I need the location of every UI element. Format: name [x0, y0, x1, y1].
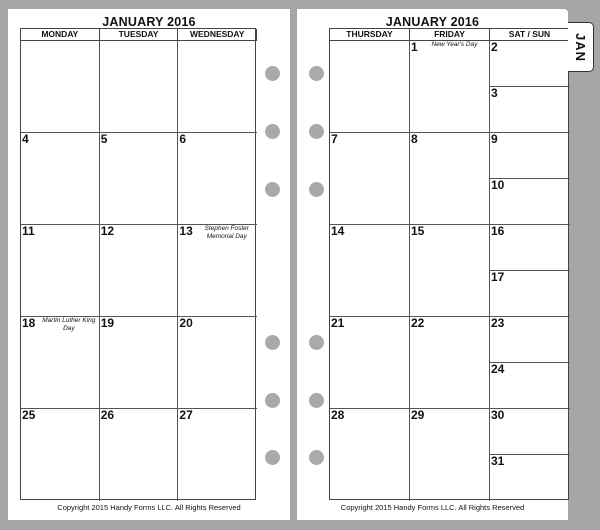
day-cell[interactable]	[100, 409, 179, 501]
day-cell[interactable]	[178, 317, 257, 409]
left-page-title: JANUARY 2016	[102, 15, 196, 29]
day-cell[interactable]	[490, 317, 570, 409]
binder-hole-icon	[309, 450, 324, 465]
day-cell[interactable]	[490, 41, 570, 133]
day-cell[interactable]	[178, 409, 257, 501]
binder-hole-icon	[309, 393, 324, 408]
saturday-cell[interactable]	[490, 41, 570, 87]
column-header-sat-sun: SAT / SUN	[490, 29, 570, 41]
day-number: 3	[491, 86, 498, 100]
binder-hole-icon	[265, 124, 280, 139]
day-cell[interactable]	[178, 41, 257, 133]
day-number: 12	[100, 224, 115, 238]
day-cell[interactable]	[410, 133, 490, 225]
day-number: 19	[100, 316, 115, 330]
left-page	[8, 9, 290, 520]
sunday-cell[interactable]	[490, 87, 570, 133]
day-number: 2	[491, 40, 498, 54]
holiday-note: Martin Luther King Day	[42, 317, 96, 332]
day-number: 14	[331, 224, 345, 238]
day-cell[interactable]	[330, 133, 410, 225]
left-calendar-grid	[20, 28, 256, 500]
day-cell[interactable]	[410, 409, 490, 501]
day-number: 8	[411, 132, 418, 146]
day-cell[interactable]	[330, 41, 410, 133]
day-cell[interactable]	[490, 409, 570, 501]
month-tab[interactable]	[568, 22, 594, 72]
day-cell[interactable]	[21, 409, 100, 501]
day-number: 23	[491, 316, 505, 330]
day-number: 9	[491, 132, 498, 146]
binder-hole-icon	[265, 182, 280, 197]
day-cell[interactable]	[330, 317, 410, 409]
day-number: 13	[179, 224, 193, 238]
right-page-title: JANUARY 2016	[385, 15, 480, 29]
binder-hole-icon	[309, 182, 324, 197]
day-cell[interactable]	[410, 41, 490, 133]
holiday-note: Stephen Foster Memorial Day	[204, 225, 249, 240]
day-cell[interactable]	[410, 317, 490, 409]
sunday-cell[interactable]	[490, 271, 570, 317]
sunday-cell[interactable]	[490, 455, 570, 501]
day-cell[interactable]	[100, 41, 179, 133]
day-number: 15	[411, 224, 425, 238]
right-page	[297, 9, 568, 520]
day-cell[interactable]	[178, 225, 257, 317]
day-number: 20	[179, 316, 193, 330]
saturday-cell[interactable]	[490, 409, 570, 455]
column-header-wednesday: WEDNESDAY	[178, 29, 257, 41]
left-page-copyright: Copyright 2015 Handy Forms LLC. All Rights Reserved	[57, 503, 241, 512]
column-header-thursday: THURSDAY	[330, 29, 410, 41]
day-cell[interactable]	[100, 225, 179, 317]
day-number: 25	[22, 408, 36, 422]
day-cell[interactable]	[21, 41, 100, 133]
day-number: 27	[179, 408, 193, 422]
sunday-cell[interactable]	[490, 179, 570, 225]
day-number: 24	[491, 362, 505, 376]
day-number: 1	[411, 40, 418, 54]
binder-hole-icon	[309, 335, 324, 350]
day-cell[interactable]	[21, 133, 100, 225]
sunday-cell[interactable]	[490, 363, 570, 409]
right-page-copyright: Copyright 2015 Handy Forms LLC. All Rights Reserved	[340, 503, 525, 512]
binder-hole-icon	[265, 450, 280, 465]
day-cell[interactable]	[330, 225, 410, 317]
binder-hole-icon	[265, 393, 280, 408]
month-tab-label: JAN	[573, 32, 589, 62]
day-number: 6	[179, 132, 187, 146]
saturday-cell[interactable]	[490, 225, 570, 271]
day-cell[interactable]	[178, 133, 257, 225]
day-cell[interactable]	[21, 317, 100, 409]
day-number: 5	[100, 132, 108, 146]
day-cell[interactable]	[100, 317, 179, 409]
day-number: 28	[331, 408, 345, 422]
saturday-cell[interactable]	[490, 133, 570, 179]
day-number: 17	[491, 270, 505, 284]
day-cell[interactable]	[330, 409, 410, 501]
column-header-monday: MONDAY	[21, 29, 100, 41]
day-cell[interactable]	[410, 225, 490, 317]
day-number: 31	[491, 454, 505, 468]
holiday-note: New Year's Day	[431, 41, 478, 48]
day-cell[interactable]	[100, 133, 179, 225]
day-number: 7	[331, 132, 338, 146]
binder-hole-icon	[265, 335, 280, 350]
day-number: 29	[411, 408, 425, 422]
binder-hole-icon	[309, 124, 324, 139]
day-cell[interactable]	[490, 133, 570, 225]
saturday-cell[interactable]	[490, 317, 570, 363]
day-number: 26	[100, 408, 115, 422]
day-number: 21	[331, 316, 345, 330]
column-header-friday: FRIDAY	[410, 29, 490, 41]
day-number: 30	[491, 408, 505, 422]
day-number: 4	[22, 132, 29, 146]
day-cell[interactable]	[490, 225, 570, 317]
day-number: 10	[491, 178, 505, 192]
day-number: 11	[22, 224, 35, 238]
right-calendar-grid	[329, 28, 569, 500]
binder-hole-icon	[265, 66, 280, 81]
column-header-tuesday: TUESDAY	[100, 29, 179, 41]
day-number: 22	[411, 316, 425, 330]
day-number: 18	[22, 316, 36, 330]
binder-hole-icon	[309, 66, 324, 81]
day-number: 16	[491, 224, 505, 238]
day-cell[interactable]	[21, 225, 100, 317]
